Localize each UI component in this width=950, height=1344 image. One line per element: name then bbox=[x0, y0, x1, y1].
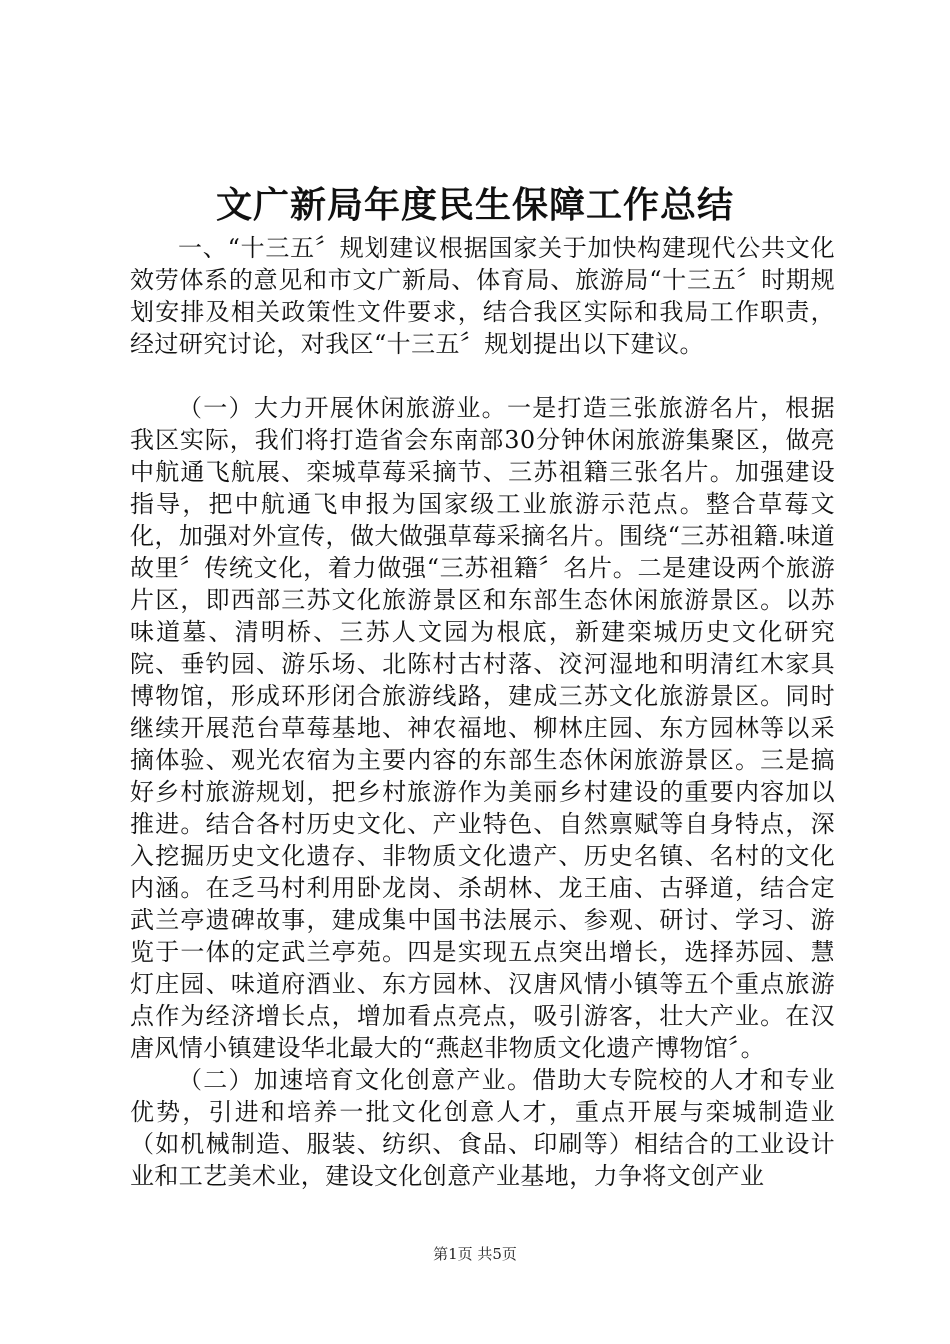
paragraph-leisure-tourism: （一）大力开展休闲旅游业。一是打造三张旅游名片，根据我区实际，我们将打造省会东南部30分钟休闲旅游集聚区，做亮中航通飞航展、栾城草莓采摘节、三苏祖籍三张名片。加强建设指导，把中航通飞申报为国家级工业旅游示范点。整合草莓文化，加强对外宣传，做大做强草莓采摘名片。围绕“三苏祖籍.味道故里〞传统文化，着力做强“三苏祖籍〞名片。二是建设两个旅游片区，即西部三苏文化旅游景区和东部生态休闲旅游景区。以苏味道墓、清明桥、三苏人文园为根底，新建栾城历史文化研究院、垂钓园、游乐场、北陈村古村落、洨河湿地和明清红木家具博物馆，形成环形闭合旅游线路，建成三苏文化旅游景区。同时继续开展范台草莓基地、神农福地、柳林庄园、东方园林等以采摘体验、观光农宿为主要内容的东部生态休闲旅游景区。三是搞好乡村旅游规划，把乡村旅游作为美丽乡村建设的重要内容加以推进。结合各村历史文化、产业特色、自然禀赋等自身特点，深入挖掘历史文化遗存、非物质文化遗产、历史名镇、名村的文化内涵。在乏马村利用卧龙岗、杀胡林、龙王庙、古驿道，结合定武兰亭遗碑故事，建成集中国书法展示、参观、研讨、学习、游览于一体的定武兰亭苑。四是实现五点突出增长，选择苏园、慧灯庄园、味道府酒业、东方园林、汉唐风情小镇等五个重点旅游点作为经济增长点，增加看点亮点，吸引游客，壮大产业。在汉唐风情小镇建设华北最大的“燕赵非物质文化遗产博物馆〞。 bbox=[130, 394, 835, 1062]
document-body bbox=[130, 232, 835, 1192]
paragraph-intro: 一、“十三五〞规划建议根据国家关于加快构建现代公共文化效劳体系的意见和市文广新局、体育局、旅游局“十三五〞时期规划安排及相关政策性文件要求，结合我区实际和我局工作职责，经过研究讨论，对我区“十三五〞规划提出以下建议。 bbox=[130, 234, 835, 358]
page-number-footer: 第1页 共5页 bbox=[433, 1245, 517, 1263]
paragraph-cultural-creative: （二）加速培育文化创意产业。借助大专院校的人才和专业优势，引进和培养一批文化创意人才，重点开展与栾城制造业（如机械制造、服装、纺织、食品、印刷等）相结合的工业设计业和工艺美术业，建设文化创意产业基地，力争将文创产业 bbox=[130, 1066, 835, 1190]
document-title: 文广新局年度民生保障工作总结 bbox=[215, 184, 734, 226]
